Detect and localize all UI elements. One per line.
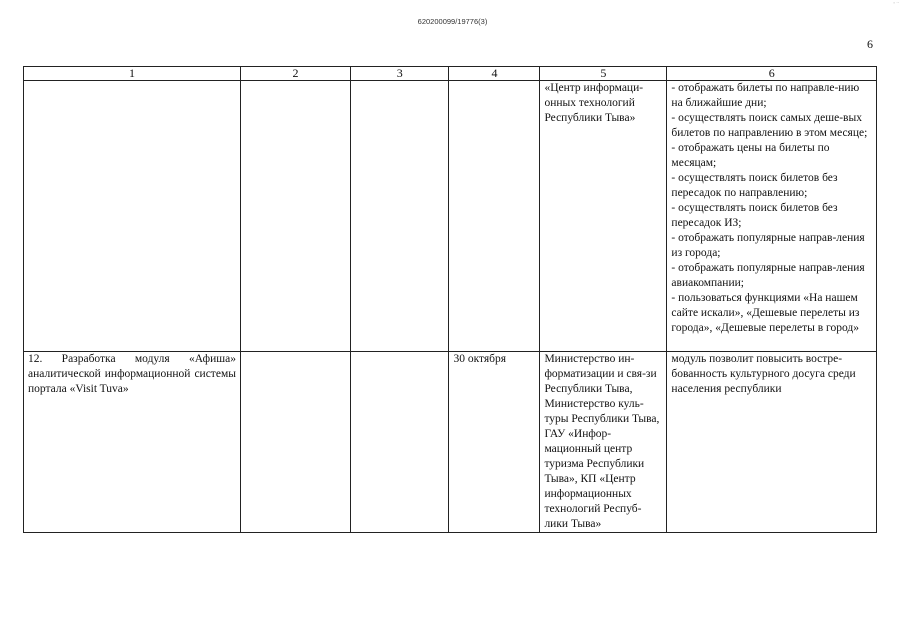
result-item: - отображать цены на билеты по месяцам; xyxy=(671,142,830,169)
row1-result-cell xyxy=(667,81,877,352)
column-header-1: 1 xyxy=(24,67,241,81)
table-row xyxy=(24,352,877,533)
row1-col1-cell xyxy=(24,81,241,352)
row2-responsible-cell: Министерство ин-форматизации и свя-зи Республики Тыва, Министерство куль-туры Республики Тыва, ГАУ «Инфор-мационный центр туризма Республики Тыва», КП «Центр информационных технологий Респуб-лики Тыва» xyxy=(540,352,667,533)
row2-result-cell: модуль позволит повысить востре-бованность культурного досуга среди населения республики xyxy=(667,352,877,533)
row2-col2-cell xyxy=(240,352,350,533)
page-number: 6 xyxy=(867,37,873,51)
result-item: - осуществлять поиск билетов без пересадок ИЗ; xyxy=(671,202,838,229)
column-number-row xyxy=(24,67,877,81)
table-row xyxy=(24,81,877,352)
result-item: - осуществлять поиск самых деше-вых билетов по направлению в этом месяце; xyxy=(671,112,868,139)
row1-col3-cell xyxy=(351,81,449,352)
result-item: - осуществлять поиск билетов без пересадок по направлению; xyxy=(671,172,838,199)
result-item: - пользоваться функциями «На нашем сайте искали», «Дешевые перелеты из города», «Дешевые перелеты в город» xyxy=(671,292,860,334)
document-id: 620200099/19776(3) xyxy=(417,17,488,26)
row1-responsible-cell: «Центр информаци-онных технологий Республики Тыва» xyxy=(540,81,667,352)
row2-deadline-cell: 30 октября xyxy=(449,352,540,533)
corner-mark: ' ¨ xyxy=(893,2,899,9)
column-header-5: 5 xyxy=(540,67,667,81)
column-header-6: 6 xyxy=(667,67,877,81)
column-header-2: 2 xyxy=(240,67,350,81)
row2-col3-cell xyxy=(351,352,449,533)
column-header-4: 4 xyxy=(449,67,540,81)
result-item: - отображать популярные направ-ления из города; xyxy=(671,232,865,259)
row1-col4-cell xyxy=(449,81,540,352)
result-item: - отображать популярные направ-ления авиакомпании; xyxy=(671,262,865,289)
column-header-3: 3 xyxy=(351,67,449,81)
row1-col2-cell xyxy=(240,81,350,352)
row2-task-cell: 12. Разработка модуля «Афиша» аналитической информационной системы портала «Visit Tuva» xyxy=(24,352,241,533)
plan-table xyxy=(23,66,877,533)
result-item: - отображать билеты по направле-нию на ближайшие дни; xyxy=(671,82,860,109)
